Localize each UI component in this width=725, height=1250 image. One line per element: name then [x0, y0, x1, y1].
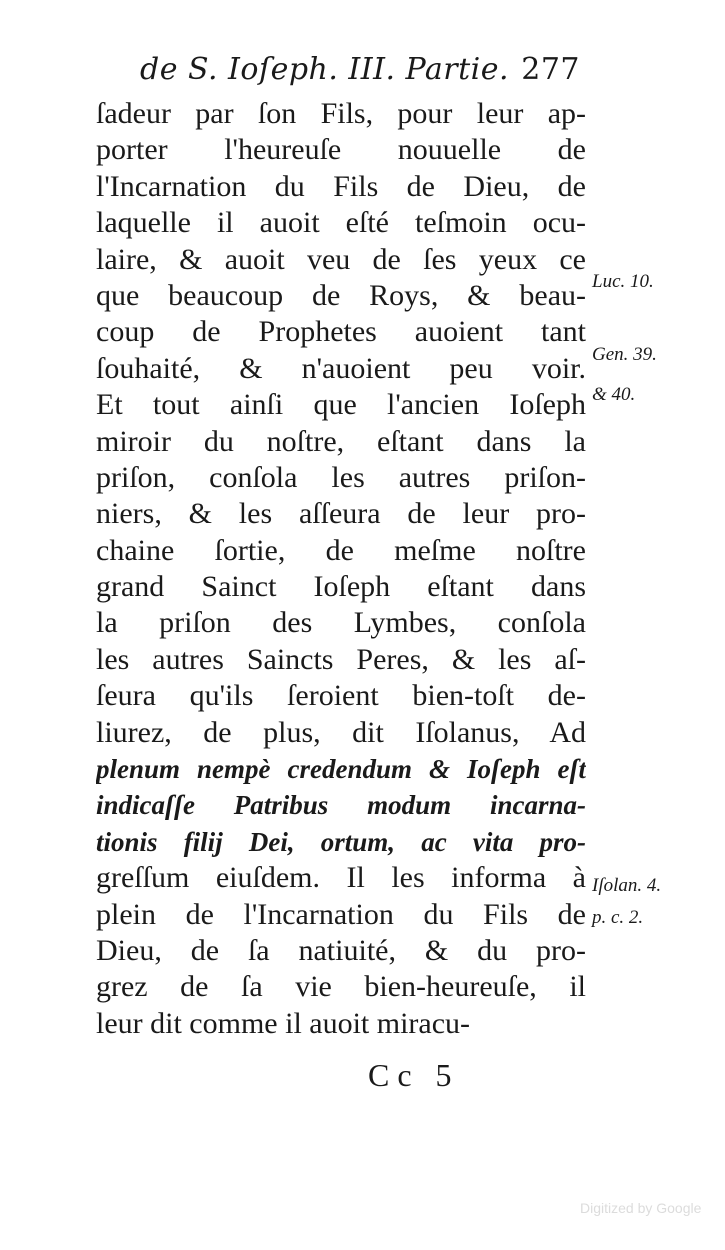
main-text [96, 96, 586, 1042]
latin-quote-line: plenum nempè credendum & Ioſeph eſt [96, 754, 586, 785]
text-line: Et tout ainſi que l'ancien Ioſeph [96, 388, 586, 422]
text-line: porter l'heureuſe nouuelle de [96, 133, 586, 167]
text-line: l'Incarnation du Fils de Dieu, de [96, 169, 586, 203]
text-line: coup de Prophetes auoient tant [96, 315, 586, 349]
margin-note-isolan-cont: p. c. 2. [592, 907, 644, 928]
text-line: priſon, conſola les autres priſon- [96, 460, 586, 494]
signature-mark: Cc 5 [368, 1057, 460, 1093]
page-number: 277 [521, 52, 580, 87]
text-line: greſſum eiuſdem. Il les informa à [96, 861, 586, 895]
margin-note-gen: Gen. 39. [592, 344, 657, 365]
text-line: plein de l'Incarnation du Fils de [96, 897, 586, 931]
text-line: miroir du noſtre, eſtant dans la [96, 424, 586, 458]
running-header [140, 52, 580, 87]
text-line: laquelle il auoit eſté teſmoin ocu- [96, 206, 586, 240]
latin-quote-line: tionis filij Dei, ortum, ac vita pro- [96, 826, 586, 857]
text-line: Dieu, de ſa natiuité, & du pro- [96, 933, 586, 967]
running-title: de S. Ioſeph. III. Partie. [140, 52, 510, 87]
text-line: liurez, de plus, dit Iſolanus, Ad [96, 715, 586, 749]
digitization-watermark: Digitized by Google [580, 1200, 702, 1216]
text-line: laire, & auoit veu de ſes yeux ce [96, 242, 586, 276]
text-line: grand Sainct Ioſeph eſtant dans [96, 570, 586, 604]
text-line: que beaucoup de Roys, & beau- [96, 278, 586, 312]
text-line: ſouhaité, & n'auoient peu voir. [96, 351, 586, 385]
margin-note-luc: Luc. 10. [592, 271, 654, 292]
margin-note-gen-cont: & 40. [592, 384, 636, 405]
latin-quote-line: indicaſſe Patribus modum incarna- [96, 790, 586, 821]
text-line: grez de ſa vie bien-heureuſe, il [96, 970, 586, 1004]
text-line: niers, & les aſſeura de leur pro- [96, 497, 586, 531]
text-line: la priſon des Lymbes, conſola [96, 606, 586, 640]
text-line: leur dit comme il auoit miracu- [96, 1006, 471, 1040]
margin-note-isolan: Iſolan. 4. [592, 875, 662, 896]
text-line: ſadeur par ſon Fils, pour leur ap- [96, 97, 586, 130]
text-line: chaine ſortie, de meſme noſtre [96, 533, 586, 567]
text-line: les autres Saincts Peres, & les aſ- [96, 642, 586, 676]
text-line: ſeura qu'ils ſeroient bien-toſt de- [96, 679, 586, 713]
